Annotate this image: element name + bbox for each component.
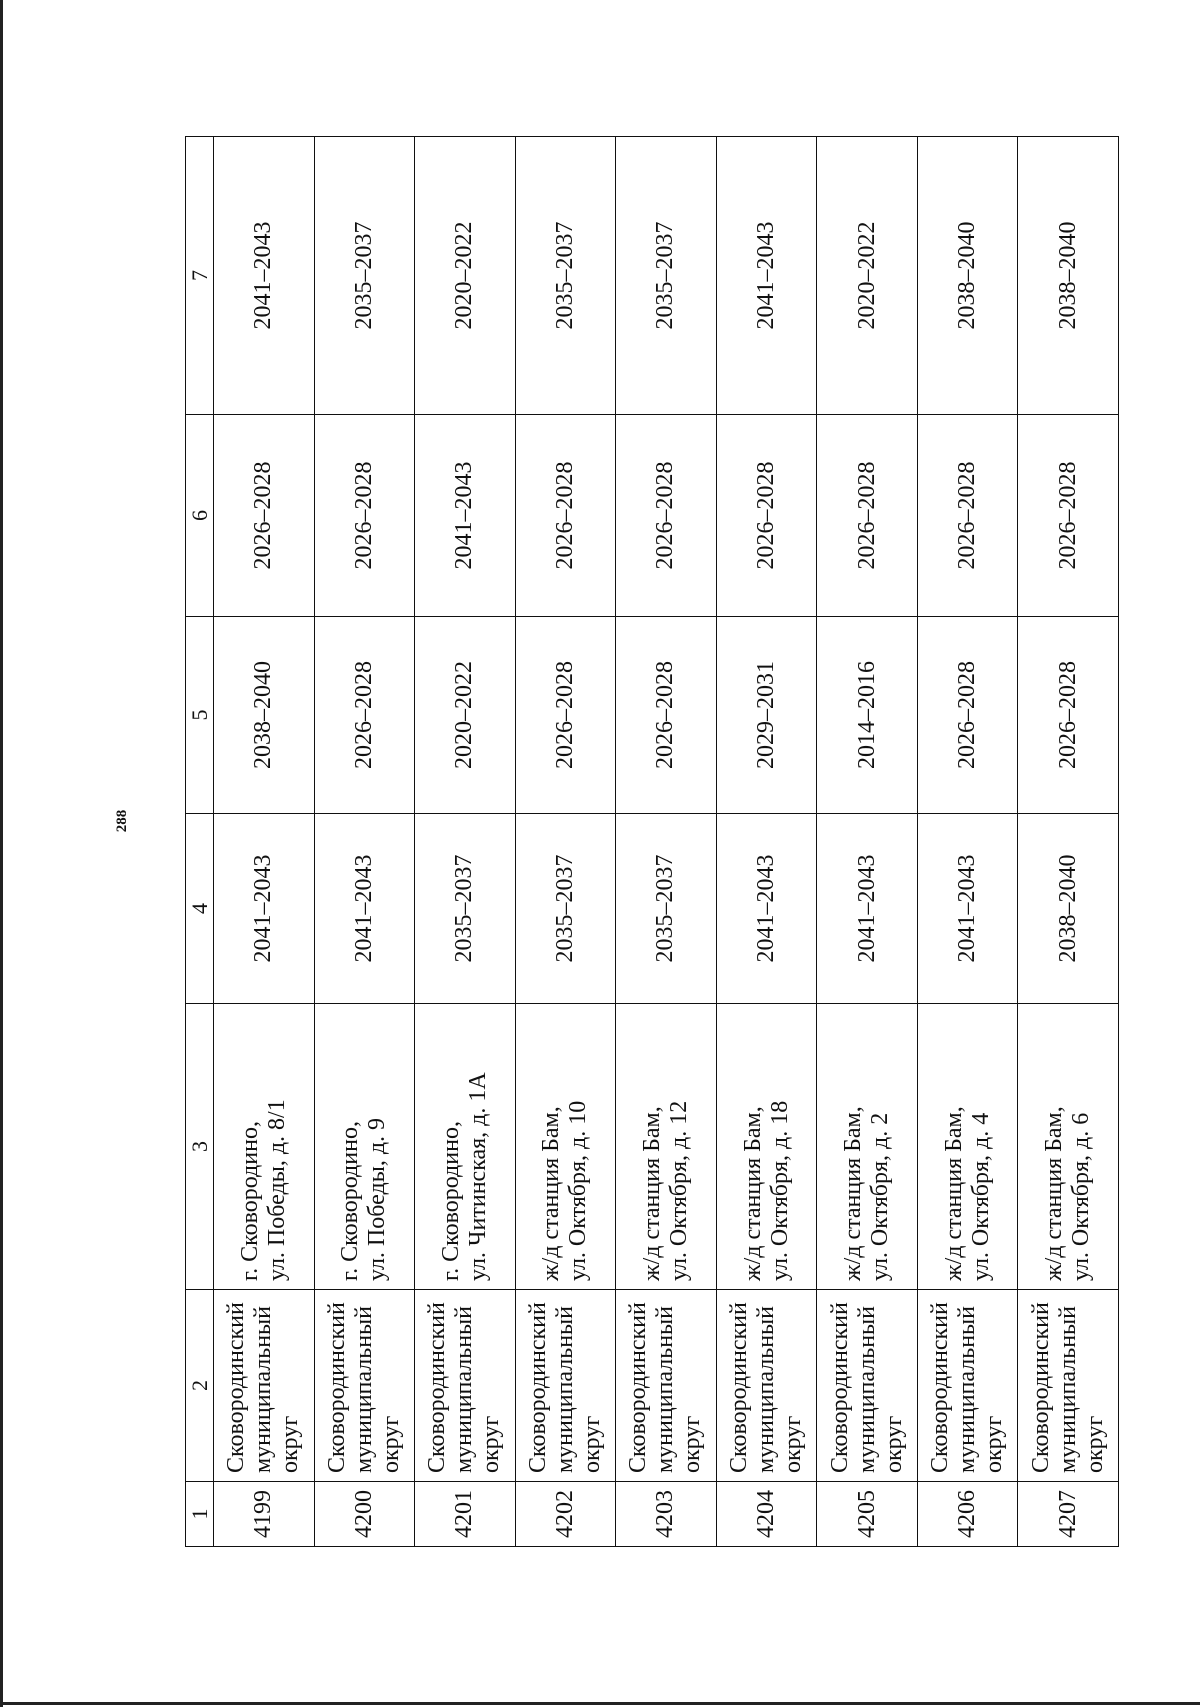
address-line: ул. Октября, д. 12 (665, 1100, 692, 1281)
cell-period-col-5: 2026–2028 (1018, 617, 1119, 814)
cell-period-col-6: 2026–2028 (616, 415, 717, 617)
address-line: ул. Победы, д. 8/1 (263, 1099, 290, 1281)
cell-period-col-7: 2035–2037 (616, 137, 717, 415)
cell-number: 4205 (817, 1482, 918, 1547)
cell-period-col-6: 2041–2043 (415, 415, 516, 617)
address-line: ул. Читинская, д. 1А (464, 1072, 491, 1281)
cell-address (314, 1004, 415, 1290)
address-line: ул. Октября, д. 4 (967, 1112, 994, 1281)
header-row (186, 137, 214, 1547)
address-line: ж/д станция Бам, (1041, 1106, 1068, 1281)
cell-period-col-7: 2020–2022 (415, 137, 516, 415)
cell-period-col-6: 2026–2028 (314, 415, 415, 617)
cell-address (817, 1004, 918, 1290)
address-line: ул. Октября, д. 18 (766, 1100, 793, 1281)
cell-period-col-7: 2035–2037 (515, 137, 616, 415)
table-row (314, 137, 415, 1547)
district-line: Сковородинский (625, 1302, 652, 1473)
cell-address (917, 1004, 1018, 1290)
column-header-6: 6 (186, 415, 214, 617)
cell-number: 4207 (1018, 1482, 1119, 1547)
table-row (415, 137, 516, 1547)
cell-period-col-4: 2038–2040 (1018, 814, 1119, 1004)
district-line: муниципальный (853, 1305, 880, 1473)
cell-period-col-4: 2041–2043 (314, 814, 415, 1004)
address-line: ул. Победы, д. 9 (364, 1117, 391, 1281)
cell-period-col-4: 2041–2043 (817, 814, 918, 1004)
table-container (185, 137, 1119, 1547)
cell-number: 4203 (616, 1482, 717, 1547)
cell-period-col-4: 2035–2037 (515, 814, 616, 1004)
district-line: Сковородинский (826, 1302, 853, 1473)
cell-period-col-5: 2026–2028 (314, 617, 415, 814)
district-line: округ (981, 1415, 1008, 1473)
district-line: Сковородинский (524, 1302, 551, 1473)
district-line: Сковородинский (1027, 1302, 1054, 1473)
cell-period-col-5: 2020–2022 (415, 617, 516, 814)
cell-period-col-6: 2026–2028 (917, 415, 1018, 617)
cell-period-col-7: 2038–2040 (1018, 137, 1119, 415)
table-row (917, 137, 1018, 1547)
district-line: округ (377, 1415, 404, 1473)
scan-edge-left (0, 0, 3, 1707)
cell-number: 4200 (314, 1482, 415, 1547)
column-header-3: 3 (186, 1004, 214, 1290)
column-header-7: 7 (186, 137, 214, 415)
cell-period-col-4: 2035–2037 (616, 814, 717, 1004)
cell-district (1018, 1290, 1119, 1482)
table-row (214, 137, 315, 1547)
column-header-2: 2 (186, 1290, 214, 1482)
table-row (1018, 137, 1119, 1547)
address-line: ул. Октября, д. 6 (1068, 1112, 1095, 1281)
district-line: округ (679, 1415, 706, 1473)
cell-number: 4206 (917, 1482, 1018, 1547)
cell-period-col-6: 2026–2028 (817, 415, 918, 617)
district-line: муниципальный (753, 1305, 779, 1473)
address-line: ж/д станция Бам, (840, 1106, 867, 1281)
cell-period-col-5: 2026–2028 (515, 617, 616, 814)
address-line: г. Сковородино, (337, 1121, 364, 1281)
district-line: муниципальный (551, 1305, 578, 1473)
address-line: ж/д станция Бам, (638, 1106, 665, 1281)
district-line: Сковородинский (223, 1302, 250, 1473)
cell-period-col-4: 2035–2037 (415, 814, 516, 1004)
cell-district (616, 1290, 717, 1482)
district-line: муниципальный (250, 1305, 277, 1473)
cell-period-col-5: 2026–2028 (917, 617, 1018, 814)
scan-edge-bottom (0, 1702, 1200, 1705)
table-row (515, 137, 616, 1547)
column-header-1: 1 (186, 1482, 214, 1547)
cell-period-col-7: 2041–2043 (214, 137, 315, 415)
address-line: ж/д станция Бам, (538, 1106, 565, 1281)
district-line: округ (880, 1415, 907, 1473)
cell-district (214, 1290, 315, 1482)
cell-period-col-6: 2026–2028 (515, 415, 616, 617)
cell-address (1018, 1004, 1119, 1290)
district-line: муниципальный (350, 1305, 377, 1473)
cell-address (515, 1004, 616, 1290)
cell-address (214, 1004, 315, 1290)
cell-period-col-5: 2029–2031 (716, 617, 817, 814)
address-line: ул. Октября, д. 2 (867, 1112, 894, 1281)
cell-district (515, 1290, 616, 1482)
cell-period-col-6: 2026–2028 (1018, 415, 1119, 617)
cell-period-col-5: 2026–2028 (616, 617, 717, 814)
district-line: округ (578, 1415, 605, 1473)
page-number: 288 (114, 809, 130, 833)
table-row (616, 137, 717, 1547)
cell-period-col-5: 2014–2016 (817, 617, 918, 814)
district-line: округ (478, 1415, 505, 1473)
cell-district (817, 1290, 918, 1482)
cell-period-col-6: 2026–2028 (214, 415, 315, 617)
district-line: муниципальный (954, 1305, 981, 1473)
district-line: Сковородинский (323, 1302, 350, 1473)
cell-number: 4199 (214, 1482, 315, 1547)
address-line: ул. Октября, д. 10 (565, 1100, 592, 1281)
district-line: муниципальный (652, 1305, 679, 1473)
cell-district (917, 1290, 1018, 1482)
district-line: муниципальный (1054, 1305, 1081, 1473)
address-line: г. Сковородино, (437, 1121, 464, 1281)
district-line: округ (277, 1415, 304, 1473)
district-line: муниципальный (451, 1305, 478, 1473)
district-line: Сковородинский (424, 1302, 451, 1473)
cell-address (415, 1004, 516, 1290)
district-line: округ (780, 1415, 806, 1473)
data-table (185, 136, 1119, 1547)
column-header-5: 5 (186, 617, 214, 814)
column-header-4: 4 (186, 814, 214, 1004)
cell-number: 4204 (716, 1482, 817, 1547)
cell-district (415, 1290, 516, 1482)
cell-period-col-4: 2041–2043 (716, 814, 817, 1004)
district-line: округ (1081, 1415, 1108, 1473)
table-body (214, 137, 1119, 1547)
cell-period-col-6: 2026–2028 (716, 415, 817, 617)
address-line: ж/д станция Бам, (739, 1106, 766, 1281)
cell-number: 4202 (515, 1482, 616, 1547)
cell-period-col-7: 2020–2022 (817, 137, 918, 415)
table-row (716, 137, 817, 1547)
cell-address (616, 1004, 717, 1290)
cell-district (314, 1290, 415, 1482)
cell-period-col-7: 2041–2043 (716, 137, 817, 415)
address-line: г. Сковородино, (236, 1121, 263, 1281)
cell-number: 4201 (415, 1482, 516, 1547)
table-row (817, 137, 918, 1547)
cell-period-col-7: 2038–2040 (917, 137, 1018, 415)
cell-district (716, 1290, 817, 1482)
cell-period-col-4: 2041–2043 (214, 814, 315, 1004)
cell-period-col-7: 2035–2037 (314, 137, 415, 415)
cell-address (716, 1004, 817, 1290)
cell-period-col-5: 2038–2040 (214, 617, 315, 814)
district-line: Сковородинский (726, 1302, 752, 1473)
district-line: Сковородинский (927, 1302, 954, 1473)
cell-period-col-4: 2041–2043 (917, 814, 1018, 1004)
address-line: ж/д станция Бам, (940, 1106, 967, 1281)
